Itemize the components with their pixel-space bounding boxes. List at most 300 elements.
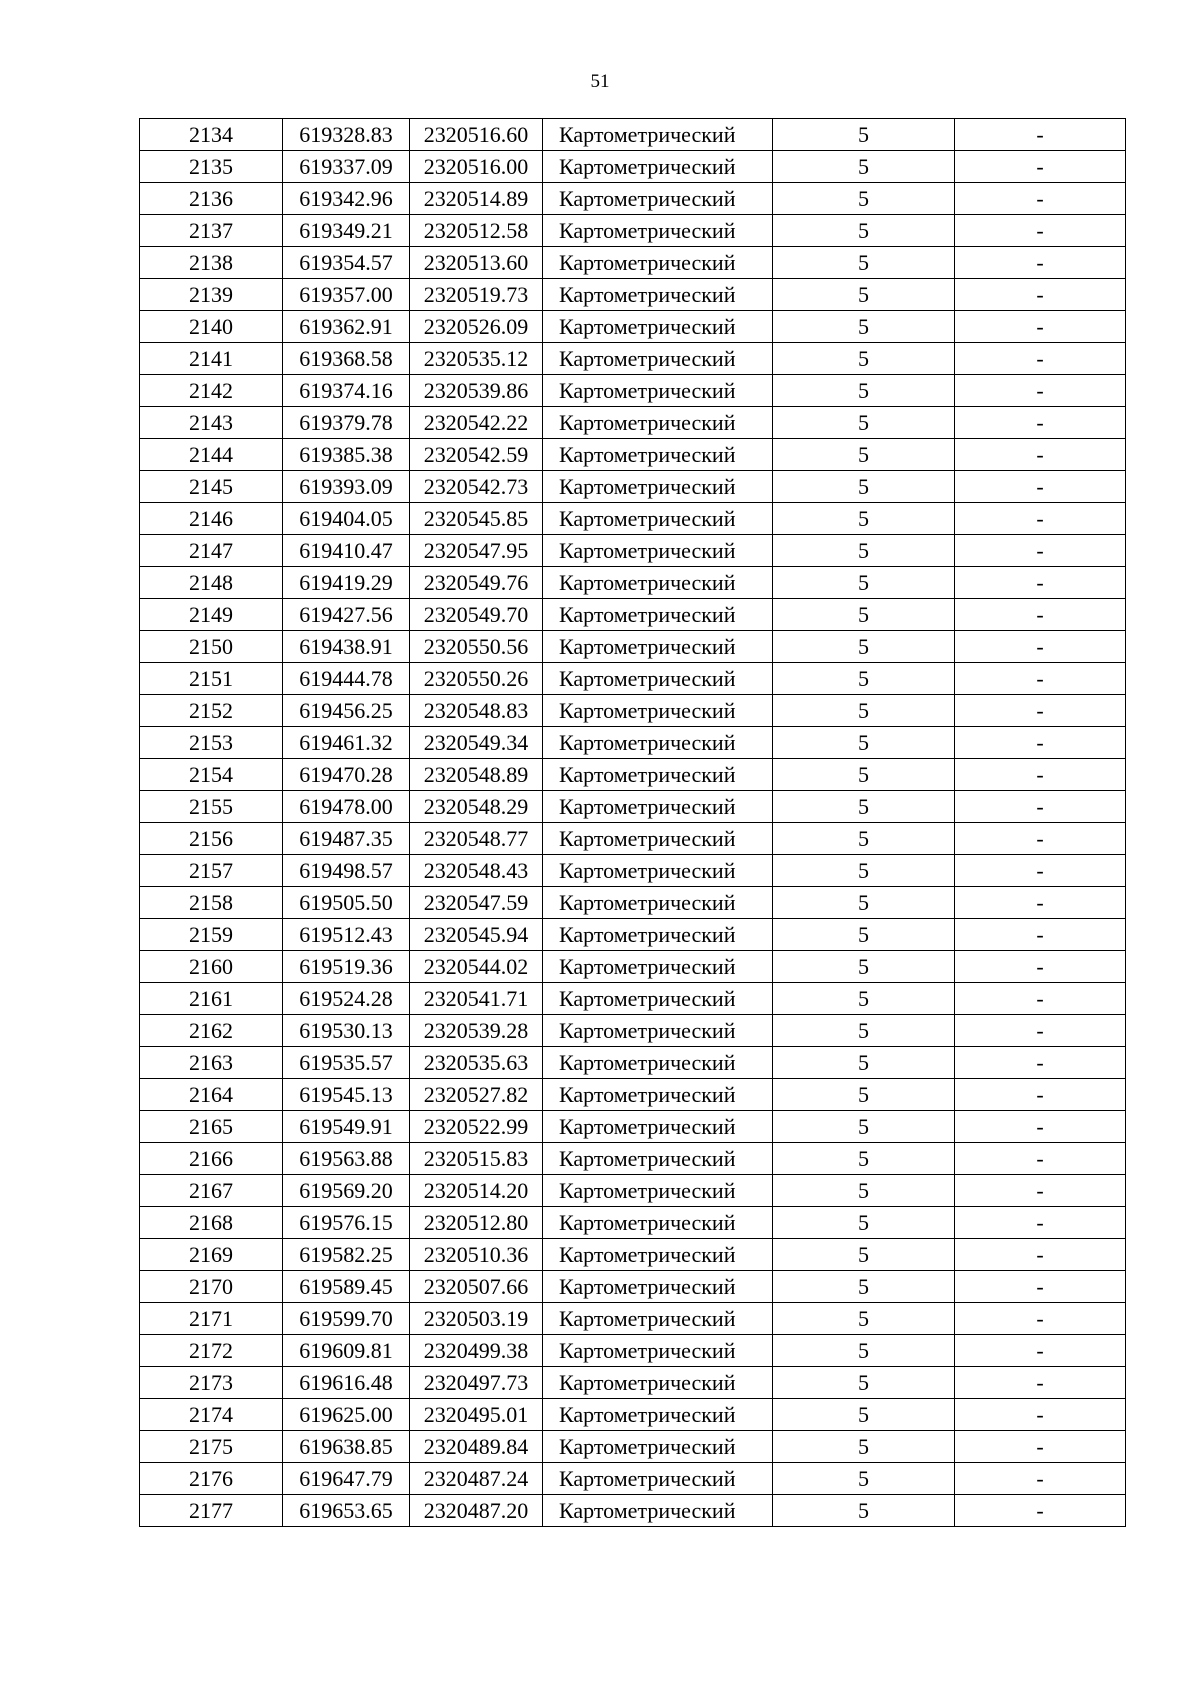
formula-cell: - [955, 1015, 1126, 1047]
accuracy-cell: 5 [773, 663, 955, 695]
method-cell: Картометрический [543, 119, 773, 151]
x-coordinate-cell: 619410.47 [283, 535, 410, 567]
y-coordinate-cell: 2320548.83 [410, 695, 543, 727]
formula-cell: - [955, 1431, 1126, 1463]
formula-cell: - [955, 119, 1126, 151]
y-coordinate-cell: 2320542.59 [410, 439, 543, 471]
accuracy-cell: 5 [773, 599, 955, 631]
y-coordinate-cell: 2320548.43 [410, 855, 543, 887]
formula-cell: - [955, 1463, 1126, 1495]
x-coordinate-cell: 619357.00 [283, 279, 410, 311]
method-cell: Картометрический [543, 343, 773, 375]
table-row [140, 471, 1126, 503]
method-cell: Картометрический [543, 823, 773, 855]
table-row [140, 215, 1126, 247]
accuracy-cell: 5 [773, 1495, 955, 1527]
x-coordinate-cell: 619582.25 [283, 1239, 410, 1271]
x-coordinate-cell: 619438.91 [283, 631, 410, 663]
method-cell: Картометрический [543, 1463, 773, 1495]
table-row [140, 855, 1126, 887]
point-number-cell: 2163 [140, 1047, 283, 1079]
method-cell: Картометрический [543, 151, 773, 183]
method-cell: Картометрический [543, 1399, 773, 1431]
accuracy-cell: 5 [773, 1303, 955, 1335]
point-number-cell: 2174 [140, 1399, 283, 1431]
table-row [140, 631, 1126, 663]
x-coordinate-cell: 619379.78 [283, 407, 410, 439]
method-cell: Картометрический [543, 1367, 773, 1399]
y-coordinate-cell: 2320545.94 [410, 919, 543, 951]
x-coordinate-cell: 619569.20 [283, 1175, 410, 1207]
point-number-cell: 2134 [140, 119, 283, 151]
accuracy-cell: 5 [773, 343, 955, 375]
x-coordinate-cell: 619342.96 [283, 183, 410, 215]
method-cell: Картометрический [543, 183, 773, 215]
x-coordinate-cell: 619638.85 [283, 1431, 410, 1463]
method-cell: Картометрический [543, 1335, 773, 1367]
method-cell: Картометрический [543, 1143, 773, 1175]
formula-cell: - [955, 823, 1126, 855]
x-coordinate-cell: 619545.13 [283, 1079, 410, 1111]
point-number-cell: 2141 [140, 343, 283, 375]
formula-cell: - [955, 343, 1126, 375]
formula-cell: - [955, 855, 1126, 887]
formula-cell: - [955, 1175, 1126, 1207]
formula-cell: - [955, 247, 1126, 279]
table-row [140, 727, 1126, 759]
formula-cell: - [955, 1143, 1126, 1175]
y-coordinate-cell: 2320487.20 [410, 1495, 543, 1527]
formula-cell: - [955, 1303, 1126, 1335]
accuracy-cell: 5 [773, 503, 955, 535]
formula-cell: - [955, 1239, 1126, 1271]
point-number-cell: 2161 [140, 983, 283, 1015]
table-row [140, 183, 1126, 215]
point-number-cell: 2171 [140, 1303, 283, 1335]
accuracy-cell: 5 [773, 855, 955, 887]
method-cell: Картометрический [543, 663, 773, 695]
method-cell: Картометрический [543, 215, 773, 247]
y-coordinate-cell: 2320548.77 [410, 823, 543, 855]
x-coordinate-cell: 619609.81 [283, 1335, 410, 1367]
table-row [140, 279, 1126, 311]
method-cell: Картометрический [543, 631, 773, 663]
table-row [140, 311, 1126, 343]
method-cell: Картометрический [543, 695, 773, 727]
method-cell: Картометрический [543, 1431, 773, 1463]
table-row [140, 119, 1126, 151]
method-cell: Картометрический [543, 1495, 773, 1527]
method-cell: Картометрический [543, 1271, 773, 1303]
point-number-cell: 2152 [140, 695, 283, 727]
point-number-cell: 2155 [140, 791, 283, 823]
table-row [140, 151, 1126, 183]
method-cell: Картометрический [543, 439, 773, 471]
formula-cell: - [955, 1271, 1126, 1303]
y-coordinate-cell: 2320512.80 [410, 1207, 543, 1239]
accuracy-cell: 5 [773, 279, 955, 311]
accuracy-cell: 5 [773, 1271, 955, 1303]
point-number-cell: 2167 [140, 1175, 283, 1207]
table-row [140, 535, 1126, 567]
y-coordinate-cell: 2320522.99 [410, 1111, 543, 1143]
x-coordinate-cell: 619456.25 [283, 695, 410, 727]
point-number-cell: 2176 [140, 1463, 283, 1495]
method-cell: Картометрический [543, 247, 773, 279]
point-number-cell: 2137 [140, 215, 283, 247]
formula-cell: - [955, 375, 1126, 407]
y-coordinate-cell: 2320514.89 [410, 183, 543, 215]
point-number-cell: 2177 [140, 1495, 283, 1527]
formula-cell: - [955, 279, 1126, 311]
table-row [140, 951, 1126, 983]
page-number: 51 [590, 71, 610, 92]
table-row [140, 439, 1126, 471]
point-number-cell: 2144 [140, 439, 283, 471]
method-cell: Картометрический [543, 599, 773, 631]
table-row [140, 1431, 1126, 1463]
accuracy-cell: 5 [773, 1367, 955, 1399]
y-coordinate-cell: 2320495.01 [410, 1399, 543, 1431]
table-row [140, 1495, 1126, 1527]
x-coordinate-cell: 619549.91 [283, 1111, 410, 1143]
table-row [140, 919, 1126, 951]
accuracy-cell: 5 [773, 1463, 955, 1495]
table-row [140, 1047, 1126, 1079]
y-coordinate-cell: 2320513.60 [410, 247, 543, 279]
point-number-cell: 2172 [140, 1335, 283, 1367]
x-coordinate-cell: 619505.50 [283, 887, 410, 919]
point-number-cell: 2140 [140, 311, 283, 343]
point-number-cell: 2170 [140, 1271, 283, 1303]
x-coordinate-cell: 619653.65 [283, 1495, 410, 1527]
x-coordinate-cell: 619354.57 [283, 247, 410, 279]
y-coordinate-cell: 2320516.00 [410, 151, 543, 183]
table-row [140, 1271, 1126, 1303]
accuracy-cell: 5 [773, 183, 955, 215]
x-coordinate-cell: 619385.38 [283, 439, 410, 471]
method-cell: Картометрический [543, 759, 773, 791]
formula-cell: - [955, 311, 1126, 343]
formula-cell: - [955, 695, 1126, 727]
point-number-cell: 2142 [140, 375, 283, 407]
method-cell: Картометрический [543, 567, 773, 599]
method-cell: Картометрический [543, 1207, 773, 1239]
accuracy-cell: 5 [773, 247, 955, 279]
accuracy-cell: 5 [773, 471, 955, 503]
accuracy-cell: 5 [773, 1399, 955, 1431]
formula-cell: - [955, 1367, 1126, 1399]
formula-cell: - [955, 727, 1126, 759]
method-cell: Картометрический [543, 471, 773, 503]
point-number-cell: 2159 [140, 919, 283, 951]
table-row [140, 1015, 1126, 1047]
table-row [140, 823, 1126, 855]
table-row [140, 1399, 1126, 1431]
point-number-cell: 2160 [140, 951, 283, 983]
point-number-cell: 2139 [140, 279, 283, 311]
method-cell: Картометрический [543, 1079, 773, 1111]
y-coordinate-cell: 2320547.95 [410, 535, 543, 567]
y-coordinate-cell: 2320541.71 [410, 983, 543, 1015]
formula-cell: - [955, 791, 1126, 823]
x-coordinate-cell: 619478.00 [283, 791, 410, 823]
x-coordinate-cell: 619337.09 [283, 151, 410, 183]
point-number-cell: 2145 [140, 471, 283, 503]
table-row [140, 791, 1126, 823]
accuracy-cell: 5 [773, 823, 955, 855]
formula-cell: - [955, 1399, 1126, 1431]
accuracy-cell: 5 [773, 1015, 955, 1047]
y-coordinate-cell: 2320549.70 [410, 599, 543, 631]
method-cell: Картометрический [543, 983, 773, 1015]
y-coordinate-cell: 2320515.83 [410, 1143, 543, 1175]
formula-cell: - [955, 471, 1126, 503]
method-cell: Картометрический [543, 951, 773, 983]
table-row [140, 343, 1126, 375]
point-number-cell: 2173 [140, 1367, 283, 1399]
x-coordinate-cell: 619563.88 [283, 1143, 410, 1175]
x-coordinate-cell: 619470.28 [283, 759, 410, 791]
table-row [140, 247, 1126, 279]
point-number-cell: 2166 [140, 1143, 283, 1175]
accuracy-cell: 5 [773, 1175, 955, 1207]
accuracy-cell: 5 [773, 215, 955, 247]
y-coordinate-cell: 2320514.20 [410, 1175, 543, 1207]
formula-cell: - [955, 919, 1126, 951]
point-number-cell: 2158 [140, 887, 283, 919]
point-number-cell: 2147 [140, 535, 283, 567]
table-row [140, 887, 1126, 919]
table-row [140, 1239, 1126, 1271]
x-coordinate-cell: 619444.78 [283, 663, 410, 695]
formula-cell: - [955, 151, 1126, 183]
method-cell: Картометрический [543, 919, 773, 951]
table-row [140, 1367, 1126, 1399]
formula-cell: - [955, 1079, 1126, 1111]
accuracy-cell: 5 [773, 375, 955, 407]
x-coordinate-cell: 619498.57 [283, 855, 410, 887]
formula-cell: - [955, 1047, 1126, 1079]
method-cell: Картометрический [543, 855, 773, 887]
y-coordinate-cell: 2320547.59 [410, 887, 543, 919]
accuracy-cell: 5 [773, 919, 955, 951]
x-coordinate-cell: 619512.43 [283, 919, 410, 951]
table-row [140, 983, 1126, 1015]
formula-cell: - [955, 983, 1126, 1015]
accuracy-cell: 5 [773, 1143, 955, 1175]
method-cell: Картометрический [543, 1047, 773, 1079]
formula-cell: - [955, 503, 1126, 535]
y-coordinate-cell: 2320544.02 [410, 951, 543, 983]
y-coordinate-cell: 2320535.12 [410, 343, 543, 375]
formula-cell: - [955, 1335, 1126, 1367]
table-row [140, 375, 1126, 407]
method-cell: Картометрический [543, 1111, 773, 1143]
x-coordinate-cell: 619647.79 [283, 1463, 410, 1495]
point-number-cell: 2149 [140, 599, 283, 631]
y-coordinate-cell: 2320499.38 [410, 1335, 543, 1367]
formula-cell: - [955, 183, 1126, 215]
accuracy-cell: 5 [773, 951, 955, 983]
point-number-cell: 2162 [140, 1015, 283, 1047]
y-coordinate-cell: 2320545.85 [410, 503, 543, 535]
accuracy-cell: 5 [773, 1079, 955, 1111]
accuracy-cell: 5 [773, 535, 955, 567]
table-row [140, 663, 1126, 695]
method-cell: Картометрический [543, 1303, 773, 1335]
x-coordinate-cell: 619349.21 [283, 215, 410, 247]
accuracy-cell: 5 [773, 439, 955, 471]
point-number-cell: 2154 [140, 759, 283, 791]
table-row [140, 1463, 1126, 1495]
x-coordinate-cell: 619487.35 [283, 823, 410, 855]
formula-cell: - [955, 663, 1126, 695]
accuracy-cell: 5 [773, 151, 955, 183]
formula-cell: - [955, 1495, 1126, 1527]
accuracy-cell: 5 [773, 983, 955, 1015]
formula-cell: - [955, 631, 1126, 663]
accuracy-cell: 5 [773, 695, 955, 727]
method-cell: Картометрический [543, 503, 773, 535]
method-cell: Картометрический [543, 727, 773, 759]
accuracy-cell: 5 [773, 1207, 955, 1239]
table-row [140, 1175, 1126, 1207]
point-number-cell: 2148 [140, 567, 283, 599]
accuracy-cell: 5 [773, 791, 955, 823]
point-number-cell: 2157 [140, 855, 283, 887]
table-row [140, 599, 1126, 631]
point-number-cell: 2168 [140, 1207, 283, 1239]
table-row [140, 1143, 1126, 1175]
point-number-cell: 2135 [140, 151, 283, 183]
x-coordinate-cell: 619524.28 [283, 983, 410, 1015]
y-coordinate-cell: 2320519.73 [410, 279, 543, 311]
point-number-cell: 2138 [140, 247, 283, 279]
method-cell: Картометрический [543, 1015, 773, 1047]
point-number-cell: 2165 [140, 1111, 283, 1143]
accuracy-cell: 5 [773, 311, 955, 343]
accuracy-cell: 5 [773, 1047, 955, 1079]
point-number-cell: 2164 [140, 1079, 283, 1111]
formula-cell: - [955, 1207, 1126, 1239]
point-number-cell: 2156 [140, 823, 283, 855]
x-coordinate-cell: 619374.16 [283, 375, 410, 407]
y-coordinate-cell: 2320549.34 [410, 727, 543, 759]
method-cell: Картометрический [543, 279, 773, 311]
table-row [140, 503, 1126, 535]
y-coordinate-cell: 2320539.86 [410, 375, 543, 407]
y-coordinate-cell: 2320542.22 [410, 407, 543, 439]
x-coordinate-cell: 619599.70 [283, 1303, 410, 1335]
y-coordinate-cell: 2320550.56 [410, 631, 543, 663]
method-cell: Картометрический [543, 1175, 773, 1207]
y-coordinate-cell: 2320487.24 [410, 1463, 543, 1495]
accuracy-cell: 5 [773, 887, 955, 919]
y-coordinate-cell: 2320512.58 [410, 215, 543, 247]
x-coordinate-cell: 619535.57 [283, 1047, 410, 1079]
y-coordinate-cell: 2320497.73 [410, 1367, 543, 1399]
accuracy-cell: 5 [773, 759, 955, 791]
formula-cell: - [955, 567, 1126, 599]
x-coordinate-cell: 619576.15 [283, 1207, 410, 1239]
table-row [140, 407, 1126, 439]
point-number-cell: 2136 [140, 183, 283, 215]
x-coordinate-cell: 619461.32 [283, 727, 410, 759]
table-row [140, 567, 1126, 599]
y-coordinate-cell: 2320549.76 [410, 567, 543, 599]
formula-cell: - [955, 215, 1126, 247]
point-number-cell: 2143 [140, 407, 283, 439]
x-coordinate-cell: 619393.09 [283, 471, 410, 503]
accuracy-cell: 5 [773, 631, 955, 663]
y-coordinate-cell: 2320542.73 [410, 471, 543, 503]
formula-cell: - [955, 407, 1126, 439]
y-coordinate-cell: 2320526.09 [410, 311, 543, 343]
accuracy-cell: 5 [773, 1239, 955, 1271]
x-coordinate-cell: 619519.36 [283, 951, 410, 983]
formula-cell: - [955, 887, 1126, 919]
y-coordinate-cell: 2320535.63 [410, 1047, 543, 1079]
x-coordinate-cell: 619368.58 [283, 343, 410, 375]
method-cell: Картометрический [543, 887, 773, 919]
point-number-cell: 2153 [140, 727, 283, 759]
coordinates-table [139, 118, 1126, 1527]
accuracy-cell: 5 [773, 567, 955, 599]
x-coordinate-cell: 619616.48 [283, 1367, 410, 1399]
accuracy-cell: 5 [773, 407, 955, 439]
y-coordinate-cell: 2320507.66 [410, 1271, 543, 1303]
point-number-cell: 2151 [140, 663, 283, 695]
table-row [140, 695, 1126, 727]
formula-cell: - [955, 535, 1126, 567]
point-number-cell: 2169 [140, 1239, 283, 1271]
accuracy-cell: 5 [773, 1431, 955, 1463]
method-cell: Картометрический [543, 791, 773, 823]
accuracy-cell: 5 [773, 727, 955, 759]
method-cell: Картометрический [543, 535, 773, 567]
table-row [140, 1111, 1126, 1143]
method-cell: Картометрический [543, 375, 773, 407]
table-row [140, 1079, 1126, 1111]
method-cell: Картометрический [543, 311, 773, 343]
method-cell: Картометрический [543, 1239, 773, 1271]
y-coordinate-cell: 2320489.84 [410, 1431, 543, 1463]
y-coordinate-cell: 2320503.19 [410, 1303, 543, 1335]
formula-cell: - [955, 951, 1126, 983]
formula-cell: - [955, 759, 1126, 791]
accuracy-cell: 5 [773, 119, 955, 151]
x-coordinate-cell: 619404.05 [283, 503, 410, 535]
x-coordinate-cell: 619625.00 [283, 1399, 410, 1431]
x-coordinate-cell: 619589.45 [283, 1271, 410, 1303]
x-coordinate-cell: 619427.56 [283, 599, 410, 631]
y-coordinate-cell: 2320510.36 [410, 1239, 543, 1271]
accuracy-cell: 5 [773, 1111, 955, 1143]
table-row [140, 1207, 1126, 1239]
point-number-cell: 2175 [140, 1431, 283, 1463]
y-coordinate-cell: 2320548.29 [410, 791, 543, 823]
x-coordinate-cell: 619362.91 [283, 311, 410, 343]
y-coordinate-cell: 2320527.82 [410, 1079, 543, 1111]
table-row [140, 1303, 1126, 1335]
accuracy-cell: 5 [773, 1335, 955, 1367]
x-coordinate-cell: 619328.83 [283, 119, 410, 151]
table-row [140, 1335, 1126, 1367]
point-number-cell: 2146 [140, 503, 283, 535]
point-number-cell: 2150 [140, 631, 283, 663]
formula-cell: - [955, 1111, 1126, 1143]
